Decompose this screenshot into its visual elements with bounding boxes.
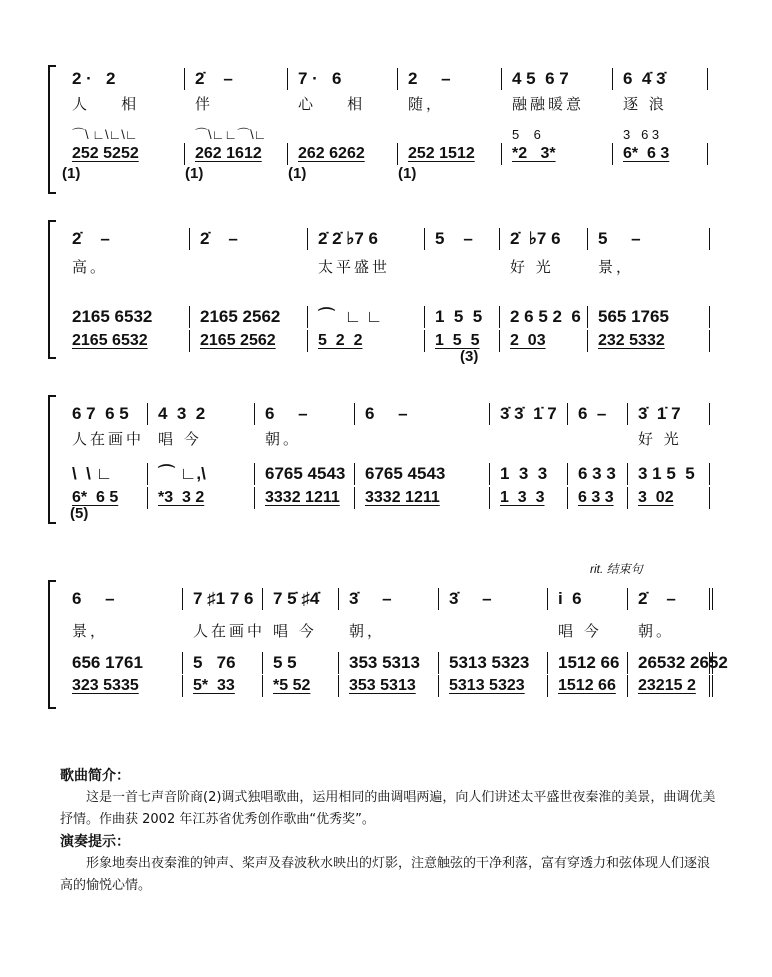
melody-row (62, 68, 708, 90)
lyrics-measure: 景， (598, 258, 635, 276)
lyrics-measure: 人 相 (72, 95, 140, 113)
acc-row (62, 143, 708, 165)
lyrics-measure (568, 428, 628, 450)
acc-upper-measure: 2 6 5 2 6 (500, 306, 588, 328)
melody-measure: 7 · 6 (288, 68, 398, 90)
acc-row (62, 487, 710, 509)
melody-measure: 5 – (425, 228, 500, 250)
acc-measure: 1512 66 (548, 675, 628, 697)
system-bracket (48, 395, 56, 524)
acc-upper-measure: 656 1761 (62, 652, 183, 674)
acc-measure: 252 5252 (62, 143, 185, 165)
melody-measure: 3̇ 1̇ 7 (628, 403, 710, 425)
acc-upper-measure: 5 76 (183, 652, 263, 674)
lyrics-measure (355, 428, 490, 450)
acc-measure: 3 02 (628, 487, 710, 509)
acc-measure: 5 2 2 (308, 330, 425, 352)
lyrics-row (62, 93, 708, 115)
acc-upper-measure: 1512 66 (548, 652, 628, 674)
melody-row (62, 403, 710, 425)
acc-measure: 262 1612 (185, 143, 288, 165)
acc-measure: 262 6262 (288, 143, 398, 165)
lyrics-measure: 朝。 (265, 430, 302, 448)
lyrics-measure: 心 相 (298, 95, 366, 113)
acc-measure: 1 5 5 (425, 330, 500, 352)
lyrics-row (62, 428, 710, 450)
lyrics-measure (190, 256, 308, 278)
acc-upper-measure: 6765 4543 (355, 463, 490, 485)
song-notes (60, 765, 720, 897)
acc-upper-measure: ⌒ ∟,\ (148, 463, 255, 485)
melody-measure: 7 5̇ ♯4̇ (263, 588, 339, 610)
melody-measure: 6 4̇ 3̇ (613, 68, 708, 90)
melody-measure: 6 – (255, 403, 355, 425)
marks-measure: 5 6 (512, 127, 541, 142)
system-bracket (48, 580, 56, 709)
acc-measure: 353 5313 (339, 675, 439, 697)
melody-measure: 4 3 2 (148, 403, 255, 425)
acc-measure: 6* 6 5 (62, 487, 148, 509)
melody-measure: 3̇ 3̇ 1̇ 7 (490, 403, 568, 425)
acc-upper-measure: 1 5 5 (425, 306, 500, 328)
melody-measure: 5 – (588, 228, 710, 250)
bass-paren: (1) (288, 165, 307, 182)
acc-measure: 6* 6 3 (613, 143, 708, 165)
melody-measure: 2̇ – (185, 68, 288, 90)
melody-measure: 2̇ 2̇ ♭7 6 (308, 228, 425, 250)
bass-paren: (1) (62, 165, 81, 182)
tips-text: 形象地奏出夜秦淮的钟声、桨声及春波秋水映出的灯影，注意触弦的干净利落，富有穿透力和弦体现人们逐浪高的愉悦心情。 (60, 856, 711, 893)
acc-upper-measure: ⌒ ∟ ∟ (308, 306, 425, 328)
acc-upper-measure: 5 5 (263, 652, 339, 674)
acc-measure: 5313 5323 (439, 675, 548, 697)
acc-upper-measure: 26532 2652 (628, 652, 713, 674)
lyrics-measure: 随， (408, 95, 445, 113)
acc-upper-measure: 3 1 5 5 (628, 463, 710, 485)
melody-measure: 6 7 6 5 (62, 403, 148, 425)
melody-measure: 6 – (355, 403, 490, 425)
acc-measure: 2165 6532 (62, 330, 190, 352)
marks-measure: 3 6 3 (623, 127, 660, 142)
melody-measure: 2 – (398, 68, 502, 90)
bass-paren: (1) (398, 165, 417, 182)
acc-measure: 23215 2 (628, 675, 713, 697)
lyrics-measure: 好 光 (510, 258, 554, 276)
melody-measure: 6 – (62, 588, 183, 610)
lyrics-measure (490, 428, 568, 450)
lyrics-measure: 融融暖意 (512, 95, 585, 113)
lyrics-measure (425, 256, 500, 278)
acc-measure: 2165 2562 (190, 330, 308, 352)
melody-measure: 3̇ – (439, 588, 548, 610)
acc-measure: *2 3* (502, 143, 613, 165)
marks-measure: ⌒\∟∟⌒\∟ (195, 127, 267, 142)
lyrics-measure (439, 620, 548, 642)
lyrics-measure: 太平盛世 (318, 258, 391, 276)
intro-heading: 歌曲简介： (60, 768, 130, 784)
acc-measure: 232 5332 (588, 330, 710, 352)
system-bracket (48, 65, 56, 194)
lyrics-row (62, 620, 713, 642)
lyrics-measure: 景， (72, 622, 109, 640)
acc-upper-measure: 565 1765 (588, 306, 710, 328)
melody-measure: 2̇ – (628, 588, 713, 610)
lyrics-row (62, 256, 710, 278)
bass-paren: (1) (185, 165, 204, 182)
melody-row (62, 588, 713, 610)
melody-measure: i 6 (548, 588, 628, 610)
lyrics-measure: 朝。 (638, 622, 675, 640)
melody-measure: 6 – (568, 403, 628, 425)
acc-upper-measure: 2165 6532 (62, 306, 190, 328)
acc-measure: *5 52 (263, 675, 339, 697)
melody-measure: 3̇ – (339, 588, 439, 610)
melody-row (62, 228, 710, 250)
acc-measure: 6 3 3 (568, 487, 628, 509)
lyrics-measure: 唱 今 (558, 622, 602, 640)
acc-measure: 5* 33 (183, 675, 263, 697)
melody-measure: 4 5 6 7 (502, 68, 613, 90)
lyrics-measure: 朝， (349, 622, 386, 640)
acc-measure: *3 3 2 (148, 487, 255, 509)
bass-paren: (3) (460, 348, 479, 365)
lyrics-measure: 人在画中 (193, 622, 266, 640)
lyrics-measure: 伴 (195, 95, 214, 113)
acc-measure: 3332 1211 (355, 487, 490, 509)
marks-measure: ⌒\ ∟\∟\∟ (72, 127, 138, 142)
acc-row (62, 675, 713, 697)
lyrics-measure: 人在画中 (72, 430, 145, 448)
melody-measure: 2̇ – (190, 228, 308, 250)
acc-measure: 323 5335 (62, 675, 183, 697)
intro-text: 这是一首七声音阶商(2)调式独唱歌曲，运用相同的曲调唱两遍，向人们讲述太平盛世夜秦淮的美景，曲调优美抒情。作曲获 2002 年江苏省优秀创作歌曲“优秀奖”。 (60, 790, 716, 827)
melody-measure: 2̇ – (62, 228, 190, 250)
acc-upper-row (62, 463, 710, 485)
acc-measure: 252 1512 (398, 143, 502, 165)
acc-upper-measure: \ \ ∟ (62, 463, 148, 485)
acc-measure: 1 3 3 (490, 487, 568, 509)
lyrics-measure: 逐 浪 (623, 95, 667, 113)
melody-measure: 2 · 2 (62, 68, 185, 90)
acc-upper-row (62, 652, 728, 674)
acc-upper-measure: 1 3 3 (490, 463, 568, 485)
lyrics-measure: 唱 今 (158, 430, 202, 448)
acc-upper-measure: 353 5313 (339, 652, 439, 674)
system-bracket (48, 220, 56, 359)
acc-upper-measure: 6765 4543 (255, 463, 355, 485)
acc-row (62, 330, 710, 352)
acc-upper-measure: 5313 5323 (439, 652, 548, 674)
acc-upper-row (62, 306, 710, 328)
bass-paren: (5) (70, 505, 89, 522)
acc-measure: 2 03 (500, 330, 588, 352)
acc-upper-measure: 6 3 3 (568, 463, 628, 485)
melody-measure: 2̇ ♭7 6 (500, 228, 588, 250)
melody-measure: 7 ♯1 7 6 (183, 588, 263, 610)
lyrics-measure: 好 光 (638, 430, 682, 448)
acc-upper-measure: 2165 2562 (190, 306, 308, 328)
acc-measure: 3332 1211 (255, 487, 355, 509)
lyrics-measure: 高。 (72, 258, 109, 276)
lyrics-measure: 唱 今 (273, 622, 317, 640)
tips-heading: 演奏提示： (60, 834, 130, 850)
ritardando-annotation: rit. 结束句 (590, 562, 643, 576)
